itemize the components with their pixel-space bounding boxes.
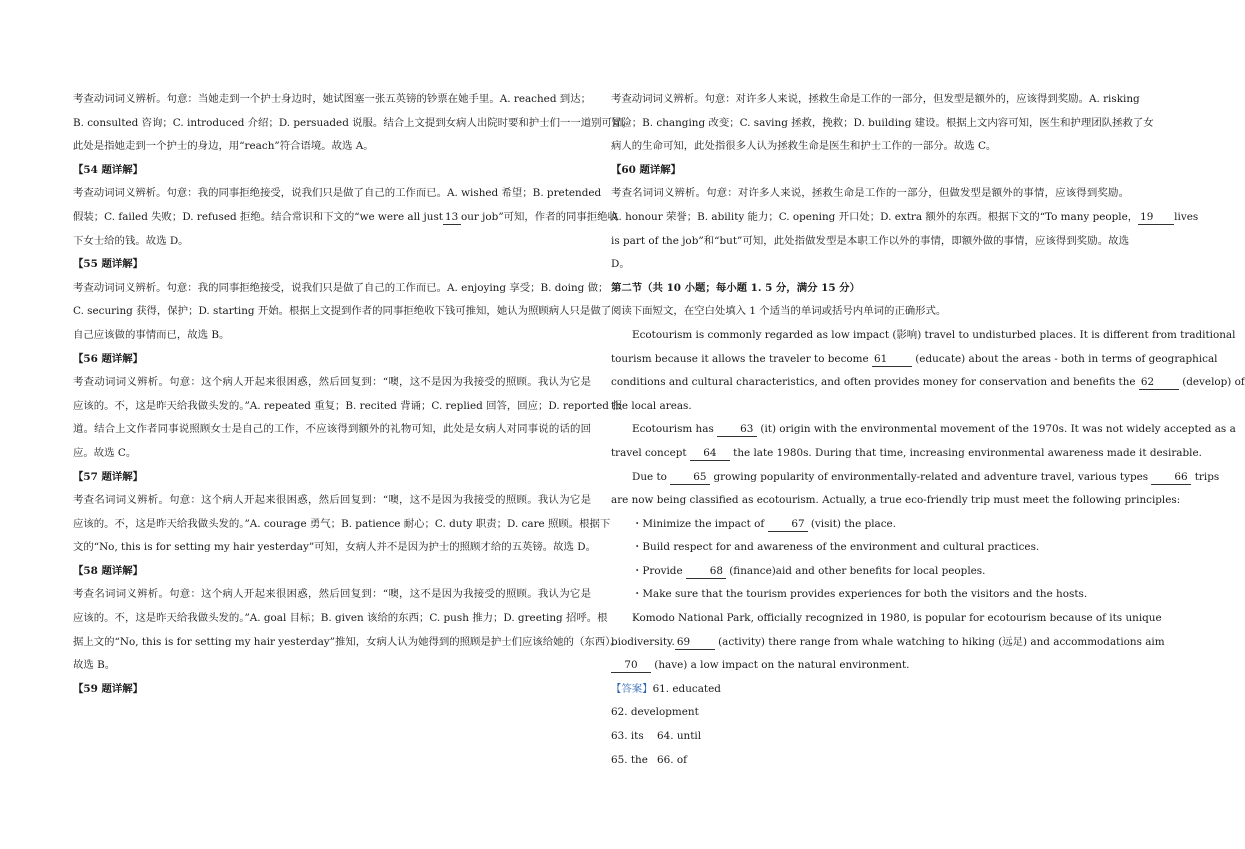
text-segment: D。 [611,258,630,271]
text-line [611,324,1236,348]
text-segment: our job”可知，作者的同事拒绝收 [460,210,618,223]
text-segment: 考查动词词义辨析。句意：我的同事拒绝接受，说我们只是做了自己的工作而已。A. enjoying 享受；B. doing 做； [73,281,609,294]
section-heading [73,560,591,584]
text-line [611,230,1129,254]
text-segment: 文的“No, this is for setting my hair yesterday”可知，女病人并不是因为护士的照顾才给的五英镑。故选 D。 [73,541,596,554]
text-line [611,678,1129,702]
text-line [73,583,591,607]
text-segment: travel concept [611,446,690,459]
text-segment: (have) a low impact on the natural environment. [651,659,910,672]
text-line [73,112,633,136]
text-segment: ・Build respect for and awareness of the environment and cultural practices. [632,541,1040,554]
text-line [611,701,1129,725]
section-heading [611,277,1129,301]
text-line [611,371,1245,395]
fill-blank: 66 [1151,471,1191,485]
fill-blank: 64 [690,447,730,461]
text-line [611,395,1129,419]
text-segment: 阅读下面短文，在空白处填入 1 个适当的单词或括号内单词的正确形式。 [611,305,947,318]
fill-blank: 13 [443,211,461,225]
text-segment: (activity) there range from whale watching to hiking (远足) and accommodations aim [714,635,1165,648]
text-line [611,88,1140,112]
text-segment: 应该的。不，这是昨天给我做头发的。”A. goal 目标；B. given 该给的东西；C. push 推力；D. greeting 招呼。根 [73,612,608,625]
text-segment: C. securing 获得，保护；D. starting 开始。根据上文提到作者的同事拒绝收下钱可推知，她认为照顾病人只是做了 [73,305,612,318]
text-line [73,654,591,678]
text-segment: 考查动词词义辨析。句意：我的同事拒绝接受，说我们只是做了自己的工作而已。A. wished 希望；B. pretended [73,187,602,200]
text-line [73,182,602,206]
answer-item: 65. the [611,753,648,766]
text-segment: 【55 题详解】 [73,258,144,271]
text-line [73,230,591,254]
text-segment: 考查名词词义辨析。句意：这个病人开起来很困惑，然后回复到：“噢，这不是因为我接受的照顾。我认为它是 [73,494,591,507]
text-segment: 【58 题详解】 [73,564,144,577]
text-segment: the late 1980s. During that time, increasing environmental awareness made it desirable. [729,446,1202,459]
text-segment: 此处是指她走到一个护士的身边，用“reach”符合语境。故选 A。 [73,140,374,153]
text-segment: 【59 题详解】 [73,682,144,695]
text-line [611,560,1129,584]
section-heading [73,466,591,490]
text-line [611,536,1129,560]
text-line [611,631,1165,655]
section-heading [73,348,591,372]
text-segment: 自己应该做的事情而已，故选 B。 [73,328,230,341]
fill-blank: 63 [717,423,757,437]
text-segment: 61. educated [652,682,721,695]
text-line [611,442,1202,466]
answer-label: 【答案】 [611,682,653,695]
text-line [611,607,1162,631]
text-segment: Komodo National Park, officially recognized in 1980, is popular for ecotourism because of its unique [632,612,1162,625]
text-line [73,135,591,159]
text-line [73,277,609,301]
text-segment: growing popularity of environmentally-related and adventure travel, various types [710,470,1152,483]
fill-blank: 67 [768,518,808,532]
text-line [73,607,608,631]
text-segment: ・Provide [632,564,686,577]
text-segment: the local areas. [611,399,692,412]
text-line [611,489,1181,513]
text-segment: 应。故选 C。 [73,446,137,459]
text-segment: 下女士给的钱。故选 D。 [73,234,189,247]
text-line [73,371,591,395]
text-segment: (develop) of [1178,376,1245,389]
text-segment: A. honour 荣誉；B. ability 能力；C. opening 开口处；D. extra 额外的东西。根据下文的“To many people， [611,210,1139,223]
text-line [611,654,1129,678]
text-segment: trips [1191,470,1220,483]
text-line [611,253,1129,277]
text-segment: Due to [632,470,671,483]
text-segment: 考查动词词义辨析。句意：对许多人来说，拯救生命是工作的一部分，但发型是额外的，应该得到奖励。A. risking [611,93,1140,105]
text-line [73,395,623,419]
answer-item: 66. of [657,753,687,766]
text-segment: 【60 题详解】 [611,163,682,176]
text-segment: 道。结合上文作者同事说照顾女士是自己的工作，不应该得到额外的礼物可知，此处是女病人对同事说的话的回 [73,423,591,436]
text-segment: (it) origin with the environmental movement of the 1970s. It was not widely accepted as a [757,423,1236,436]
text-segment: 62. development [611,706,699,719]
text-segment: (finance)aid and other benefits for local peoples. [725,564,986,577]
text-segment: (educate) about the areas - both in terms of geographical [911,352,1218,365]
section-heading [611,159,1129,183]
text-line [73,536,596,560]
text-segment: conditions and cultural characteristics, and often provides money for conservation and benefits the [611,376,1139,389]
text-segment: Ecotourism is commonly regarded as low impact (影响) travel to undisturbed places. It is different from traditional [632,328,1236,341]
text-segment: biodiversity. [611,635,675,648]
fill-blank: 19 [1138,211,1174,225]
text-segment: B. consulted 咨询；C. introduced 介绍；D. persuaded 说服。结合上文提到女病人出院时要和护士们一一道别可知， [73,116,633,129]
text-segment: 应该的。不，这是昨天给我做头发的。”A. courage 勇气；B. patience 耐心；C. duty 职责；D. care 照顾。根据下 [73,517,611,530]
text-line [611,112,1154,136]
fill-blank: 70 [611,659,651,673]
text-line [611,300,1129,324]
text-segment: 据上文的“No, this is for setting my hair yesterday”推知，女病人认为她得到的照顾是护士们应该给她的（东西）。 [73,635,621,648]
text-line [611,466,1220,490]
text-segment: 假装；C. failed 失败；D. refused 拒绝。结合常识和下文的“we were all just [73,210,443,223]
text-line [611,348,1218,372]
text-line [611,182,1129,206]
fill-blank: 62 [1139,376,1179,390]
answer-item: 64. until [657,730,702,743]
text-segment: tourism because it allows the traveler to become [611,352,872,365]
text-line [611,725,1129,749]
right-column [611,88,1245,772]
text-line [611,749,1129,773]
fill-blank: 65 [670,471,710,485]
text-line [611,135,1129,159]
text-segment: 应该的。不，这是昨天给我做头发的。”A. repeated 重复；B. recited 背诵；C. replied 回答，回应；D. reported 报 [73,399,623,412]
text-segment: 病人的生命可知，此处指很多人认为拯救生命是医生和护士工作的一部分。故选 C。 [611,140,997,153]
section-heading [73,678,591,702]
text-line [73,206,618,230]
text-line [611,513,1129,537]
text-segment: 考查动词词义辨析。句意：这个病人开起来很困惑，然后回复到：“噢，这不是因为我接受的照顾。我认为它是 [73,376,591,389]
text-segment: 冒险；B. changing 改变；C. saving 拯救，挽救；D. building 建设。根据上文内容可知，医生和护理团队拯救了女 [611,116,1154,129]
text-segment: lives [1174,210,1199,223]
text-segment: 【56 题详解】 [73,352,144,365]
text-segment: 【57 题详解】 [73,470,144,483]
text-line [73,631,621,655]
text-segment: are now being classified as ecotourism. Actually, a true eco-friendly trip must meet the following principles: [611,494,1181,507]
text-segment: (visit) the place. [807,517,897,530]
text-segment: Ecotourism has [632,423,718,436]
text-segment: 故选 B。 [73,659,116,672]
text-segment: ・Minimize the impact of [632,517,768,530]
text-segment: 第二节（共 10 小题；每小题 1. 5 分，满分 15 分） [611,281,860,294]
text-line [73,418,591,442]
text-line [611,206,1199,230]
text-line [611,583,1129,607]
fill-blank: 61 [872,353,912,367]
answer-item: 63. its [611,730,644,743]
fill-blank: 69 [675,636,715,650]
fill-blank: 68 [686,565,726,579]
text-line [611,418,1236,442]
text-segment: 【54 题详解】 [73,163,144,176]
text-segment: is part of the job”和“but”可知，此处指做发型是本职工作以外的事情，即额外做的事情，应该得到奖励。故选 [611,234,1129,247]
text-segment: 考查名词词义辨析。句意：对许多人来说，拯救生命是工作的一部分，但做发型是额外的事情，应该得到奖励。 [611,187,1129,200]
text-line [73,300,612,324]
text-segment: ・Make sure that the tourism provides experiences for both the visitors and the hosts. [632,588,1088,601]
section-heading [73,159,591,183]
text-line [73,442,591,466]
text-line [73,88,591,112]
text-line [73,513,611,537]
text-segment: 考查动词词义辨析。句意：当她走到一个护士身边时，她试图塞一张五英镑的钞票在她手里。A. reached 到达； [73,93,591,105]
text-line [73,489,591,513]
section-heading [73,253,591,277]
text-line [73,324,591,348]
text-segment: 考查名词词义辨析。句意：这个病人开起来很困惑，然后回复到：“噢，这不是因为我接受的照顾。我认为它是 [73,588,591,601]
